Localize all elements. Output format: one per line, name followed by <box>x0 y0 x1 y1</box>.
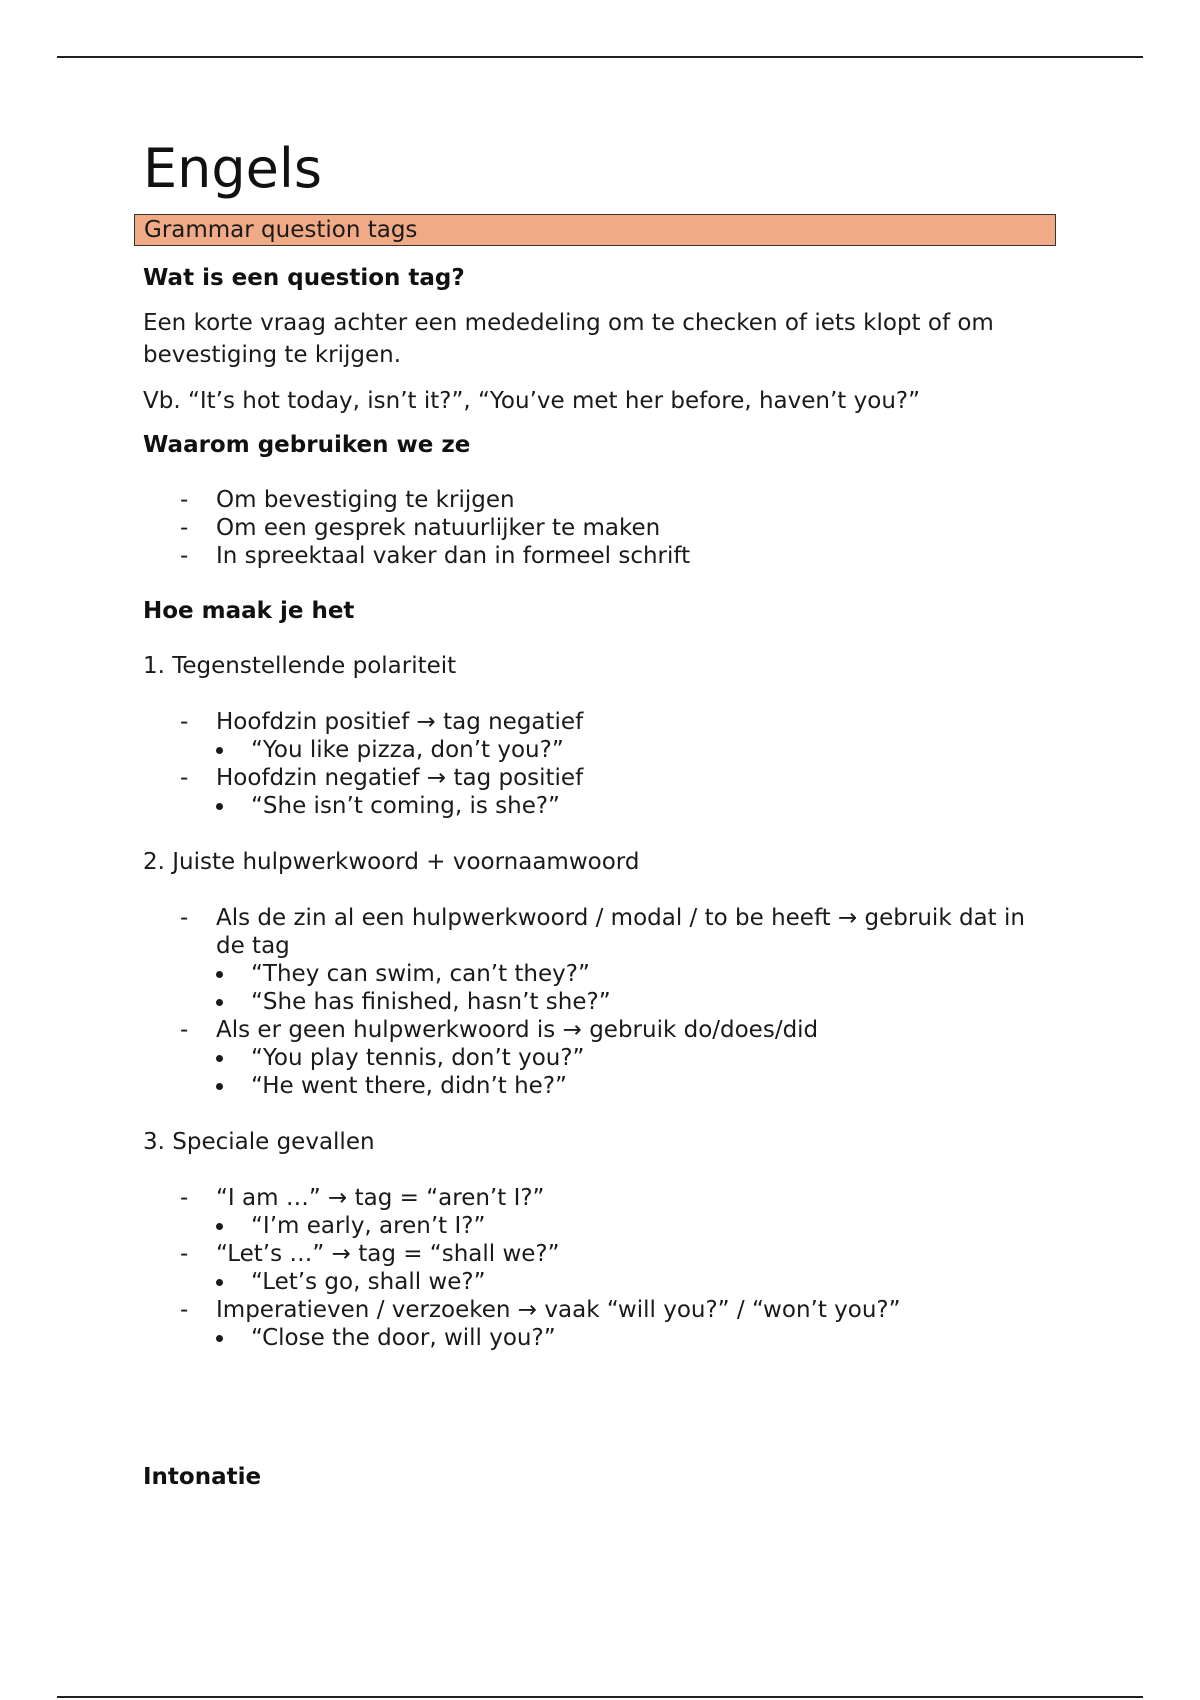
example-item: “He went there, didn’t he?” <box>216 1072 1043 1100</box>
list-item <box>143 904 1043 1016</box>
example-item: “I’m early, aren’t I?” <box>216 1212 1043 1240</box>
dash-marker: - <box>180 1241 189 1267</box>
example-item: “You play tennis, don’t you?” <box>216 1044 1043 1072</box>
dash-marker: - <box>180 905 189 931</box>
example-item: “She isn’t coming, is she?” <box>216 792 1043 820</box>
example-item: “You like pizza, don’t you?” <box>216 736 1043 764</box>
list-item <box>143 764 1043 820</box>
list-item <box>143 1184 1043 1240</box>
list-item <box>143 1240 1043 1296</box>
example-item: “Let’s go, shall we?” <box>216 1268 1043 1296</box>
list-item-text: Hoofdzin negatief → tag positief <box>216 765 584 791</box>
dash-marker: - <box>180 1185 189 1211</box>
footer-rule <box>57 1696 1143 1698</box>
example-list <box>216 736 1043 764</box>
list-item-text: Imperatieven / verzoeken → vaak “will you?” / “won’t you?” <box>216 1297 901 1323</box>
dash-marker: - <box>180 1297 189 1323</box>
list-item <box>143 1016 1043 1100</box>
step-3-list <box>143 1184 1043 1352</box>
list-item <box>143 708 1043 764</box>
dash-marker: - <box>180 765 189 791</box>
list-item-text: Als er geen hulpwerkwoord is → gebruik do/does/did <box>216 1017 819 1043</box>
example-list <box>216 1324 1043 1352</box>
header-rule <box>57 56 1143 58</box>
step-2-list <box>143 904 1043 1100</box>
dash-marker: - <box>180 1017 189 1043</box>
dash-marker: - <box>180 487 189 513</box>
dash-marker: - <box>180 709 189 735</box>
example-item: “They can swim, can’t they?” <box>216 960 1043 988</box>
step-1-list <box>143 708 1043 820</box>
list-item-text: Als de zin al een hulpwerkwoord / modal / to be heeft → gebruik dat in de tag <box>216 905 1025 959</box>
heading-intonation: Intonatie <box>143 1464 262 1490</box>
list-item-text: Om bevestiging te krijgen <box>216 487 515 513</box>
example-item: “Close the door, will you?” <box>216 1324 1043 1352</box>
example-paragraph: Vb. “It’s hot today, isn’t it?”, “You’ve met her before, haven’t you?” <box>143 388 921 414</box>
dash-marker: - <box>180 515 189 541</box>
why-list <box>143 486 1043 570</box>
list-item <box>143 1296 1043 1352</box>
example-list <box>216 960 1043 1016</box>
heading-what: Wat is een question tag? <box>143 265 465 291</box>
list-item-text: In spreektaal vaker dan in formeel schrift <box>216 543 691 569</box>
document-body <box>143 138 1043 1492</box>
example-list <box>216 1212 1043 1240</box>
list-item <box>143 486 1043 514</box>
example-list <box>216 1044 1043 1100</box>
list-item-text: Hoofdzin positief → tag negatief <box>216 709 584 735</box>
list-item-text: Om een gesprek natuurlijker te maken <box>216 515 661 541</box>
example-list <box>216 792 1043 820</box>
heading-how: Hoe maak je het <box>143 598 355 624</box>
topic-banner: Grammar question tags <box>134 214 1056 246</box>
list-item-text: “I am …” → tag = “aren’t I?” <box>216 1185 545 1211</box>
step-3-title: 3. Speciale gevallen <box>143 1129 375 1155</box>
list-item-text: “Let’s …” → tag = “shall we?” <box>216 1241 560 1267</box>
dash-marker: - <box>180 543 189 569</box>
step-2-title: 2. Juiste hulpwerkwoord + voornaamwoord <box>143 849 640 875</box>
example-item: “She has finished, hasn’t she?” <box>216 988 1043 1016</box>
list-item <box>143 514 1043 542</box>
example-list <box>216 1268 1043 1296</box>
definition-paragraph: Een korte vraag achter een mededeling om te checken of iets klopt of om bevestiging te krijgen. <box>143 310 994 368</box>
heading-why: Waarom gebruiken we ze <box>143 432 471 458</box>
document-title: Engels <box>143 137 322 200</box>
step-1-title: 1. Tegenstellende polariteit <box>143 653 457 679</box>
list-item <box>143 542 1043 570</box>
